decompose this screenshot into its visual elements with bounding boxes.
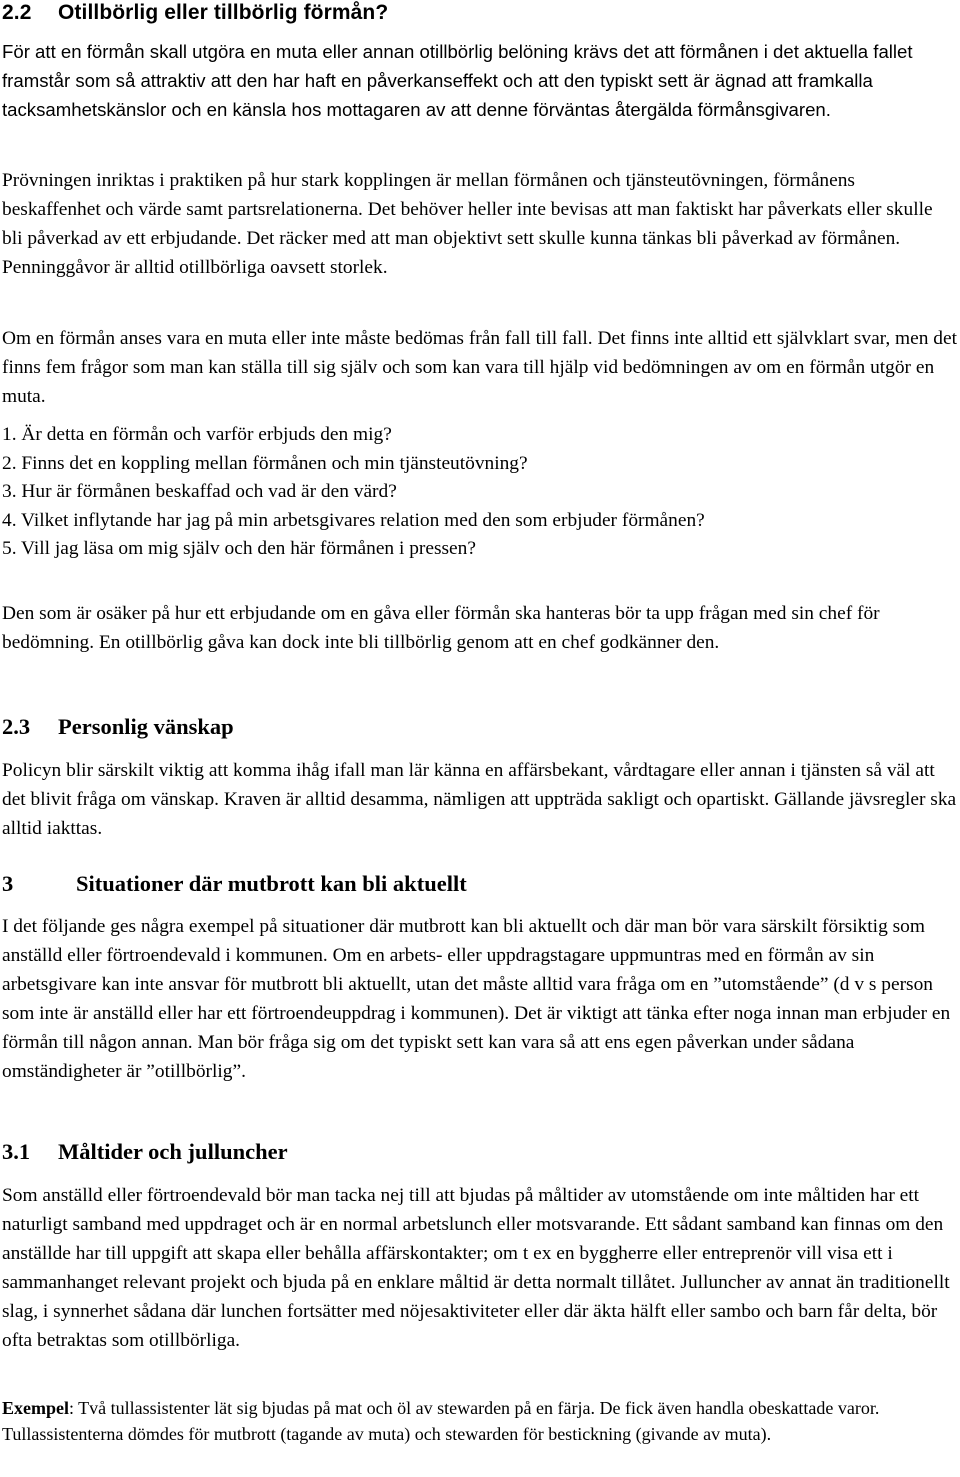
heading-2-3 <box>2 712 234 742</box>
list-item: 3. Hur är förmånen beskaffad och vad är den värd? <box>2 481 397 503</box>
paragraph-2-2-case-by-case: Om en förmån anses vara en muta eller inte måste bedömas från fall till fall. Det finns inte alltid ett självklart svar, men det finns fem frågor som man kan ställa till sig själv och som kan vara till hjälp vid bedömningen av om en förmån utgör en muta. <box>2 328 957 407</box>
heading-title: Måltider och julluncher <box>58 1139 288 1164</box>
heading-2-2 <box>2 0 388 26</box>
list-item: 4. Vilket inflytande har jag på min arbetsgivares relation med den som erbjuder förmånen? <box>2 509 705 531</box>
heading-number: 3 <box>2 871 14 896</box>
questions-list <box>2 421 957 564</box>
paragraph-2-2-uncertain: Den som är osäker på hur ett erbjudande om en gåva eller förmån ska hanteras bör ta upp frågan med sin chef för bedömning. En otillbörlig gåva kan dock inte bli tillbörlig genom att en chef godkänner den. <box>2 603 880 653</box>
example-text: : Två tullassistenter lät sig bjudas på mat och öl av stewarden på en färja. De fick även handla obeskattade varor. Tullassistenterna dömdes för mutbrott (tagande av muta) och stewarden för bestickning (givande av muta). <box>2 1398 880 1444</box>
paragraph-2-2-assessment: Prövningen inriktas i praktiken på hur stark kopplingen är mellan förmånen och tjänsteutövningen, förmånens beskaffenhet och värde samt partsrelationerna. Det behöver heller inte bevisas att man faktiskt har påverkats eller skulle bli påverkad av ett erbjudande. Det räcker med att man objektivt sett skulle kunna tänkas bli påverkad av förmånen. Penninggåvor är alltid otillbörliga oavsett storlek. <box>2 170 933 278</box>
example-label: Exempel <box>2 1398 69 1418</box>
paragraph-2-3-friendship: Policyn blir särskilt viktig att komma ihåg ifall man lär känna en affärsbekant, vårdtagare eller annan i tjänsten så väl att det blivit fråga om vänskap. Kraven är alltid desamma, nämligen att uppträda sakligt och opartiskt. Gällande jävsregler ska alltid iakttas. <box>2 760 957 839</box>
list-item: 1. Är detta en förmån och varför erbjuds den mig? <box>2 424 392 445</box>
heading-number: 2.3 <box>2 714 31 739</box>
heading-title: Situationer där mutbrott kan bli aktuellt <box>76 871 467 896</box>
heading-title: Personlig vänskap <box>58 714 234 739</box>
paragraph-3-situations: I det följande ges några exempel på situationer där mutbrott kan bli aktuellt och där man bör vara särskilt försiktig som anställd eller förtroendevald i kommunen. Om en arbets- eller uppdragstagare uppmuntras med en förmån av sin arbetsgivare kan inte ansvar för mutbrott bli aktuellt, utan det måste alltid vara fråga om en ”utomstående” (d v s person som inte är anställd eller har ett förtroendeuppdrag i kommunen). Det är viktigt att tänka efter noga innan man erbjuder en förmån till någon annan. Man bör fråga sig om det typiskt sett kan vara så att ens egen påverkan under sådana omständigheter är ”otillbörlig”. <box>2 916 951 1082</box>
heading-number: 3.1 <box>2 1139 31 1164</box>
heading-number: 2.2 <box>2 1 32 24</box>
heading-title: Otillbörlig eller tillbörlig förmån? <box>58 1 389 24</box>
paragraph-3-1-meals: Som anställd eller förtroendevald bör man tacka nej till att bjudas på måltider av utomstående om inte måltiden har ett naturligt samband med uppdraget och är en normal arbetslunch eller motsvarande. Ett sådant samband kan finnas om den anställde har till uppgift att skapa eller behålla affärskontakter; om t ex en byggherre eller entreprenör vill visa ett i sammanhanget relevant projekt och bjuda på en enklare måltid är detta normalt tillåtet. Julluncher av annat än traditionellt slag, i synnerhet sådana där lunchen fortsätter med nöjesaktiviteter eller där äkta hälft eller sambo och barn får delta, bör ofta betraktas som otillbörliga. <box>2 1185 950 1351</box>
example-paragraph <box>2 1396 957 1447</box>
heading-3-1 <box>2 1137 288 1167</box>
paragraph-2-2-intro: För att en förmån skall utgöra en muta eller annan otillbörlig belöning krävs det att förmånen i det aktuella fallet framstår som så attraktiv att den har haft en påverkanseffekt och att den typiskt sett är ägnad att framkalla tacksamhetskänslor och en känsla hos mottagaren av att denne förväntas återgälda förmånsgivaren. <box>2 41 913 120</box>
heading-3 <box>2 869 467 899</box>
list-item: 2. Finns det en koppling mellan förmånen och min tjänsteutövning? <box>2 452 528 474</box>
list-item: 5. Vill jag läsa om mig själv och den här förmånen i pressen? <box>2 538 476 560</box>
